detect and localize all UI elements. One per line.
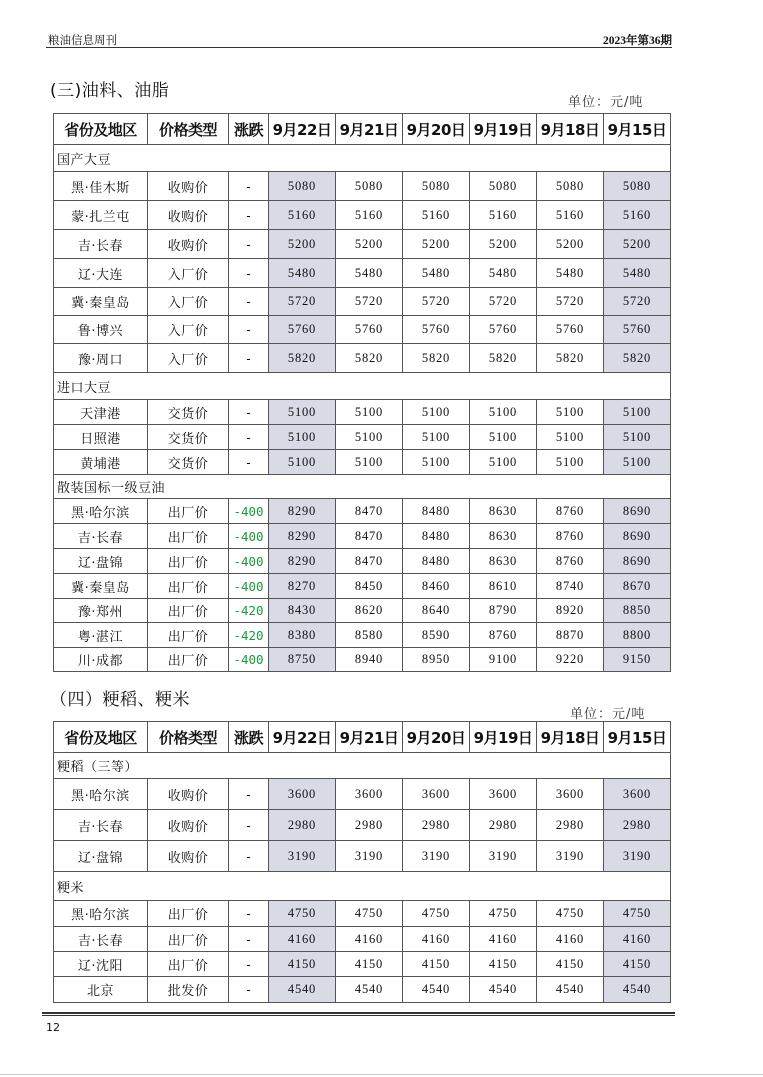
price-cell: 3190 bbox=[269, 841, 336, 872]
price-type-cell: 交货价 bbox=[148, 450, 229, 475]
price-cell: 8940 bbox=[336, 648, 403, 672]
price-cell: 4750 bbox=[403, 901, 470, 927]
price-cell: 5200 bbox=[470, 230, 537, 259]
price-cell: 8760 bbox=[537, 549, 604, 574]
region-cell: 黑·哈尔滨 bbox=[54, 779, 148, 810]
price-cell: 2980 bbox=[604, 810, 671, 841]
column-header: 9月20日 bbox=[403, 722, 470, 753]
category-row bbox=[54, 475, 671, 499]
price-cell: 8610 bbox=[470, 574, 537, 599]
price-cell: 8690 bbox=[604, 499, 671, 524]
category-label: 进口大豆 bbox=[54, 373, 671, 400]
change-cell: -400 bbox=[229, 549, 269, 574]
region-cell: 辽·盘锦 bbox=[54, 549, 148, 574]
price-type-cell: 收购价 bbox=[148, 230, 229, 259]
price-cell: 5760 bbox=[470, 316, 537, 344]
price-cell: 4160 bbox=[403, 927, 470, 952]
price-cell: 8590 bbox=[403, 623, 470, 648]
price-cell: 4540 bbox=[269, 977, 336, 1003]
price-cell: 5720 bbox=[470, 288, 537, 316]
category-row bbox=[54, 373, 671, 400]
region-cell: 蒙·扎兰屯 bbox=[54, 201, 148, 230]
price-type-cell: 出厂价 bbox=[148, 927, 229, 952]
region-cell: 日照港 bbox=[54, 425, 148, 450]
category-label: 散装国标一级豆油 bbox=[54, 475, 671, 499]
price-cell: 5100 bbox=[470, 450, 537, 475]
price-cell: 5080 bbox=[269, 172, 336, 201]
region-cell: 川·成都 bbox=[54, 648, 148, 672]
column-header: 9月18日 bbox=[537, 722, 604, 753]
unit-label-oilseeds: 单位：元/吨 bbox=[568, 95, 644, 110]
price-cell: 5760 bbox=[537, 316, 604, 344]
price-cell: 5100 bbox=[403, 400, 470, 425]
price-cell: 4150 bbox=[269, 952, 336, 977]
table-header-row bbox=[54, 722, 671, 753]
change-cell: -400 bbox=[229, 574, 269, 599]
price-type-cell: 出厂价 bbox=[148, 524, 229, 549]
price-cell: 9100 bbox=[470, 648, 537, 672]
price-cell: 5100 bbox=[537, 450, 604, 475]
price-cell: 3600 bbox=[336, 779, 403, 810]
category-row bbox=[54, 872, 671, 901]
price-cell: 9150 bbox=[604, 648, 671, 672]
table-row bbox=[54, 574, 671, 599]
change-cell: - bbox=[229, 201, 269, 230]
column-header: 涨跌 bbox=[229, 722, 269, 753]
region-cell: 天津港 bbox=[54, 400, 148, 425]
price-cell: 8740 bbox=[537, 574, 604, 599]
price-table-japonica-rice bbox=[53, 721, 671, 1003]
region-cell: 吉·长春 bbox=[54, 230, 148, 259]
price-cell: 4540 bbox=[403, 977, 470, 1003]
price-cell: 4160 bbox=[537, 927, 604, 952]
price-cell: 5720 bbox=[604, 288, 671, 316]
region-cell: 辽·大连 bbox=[54, 259, 148, 288]
price-cell: 5160 bbox=[470, 201, 537, 230]
price-cell: 3600 bbox=[470, 779, 537, 810]
table-row bbox=[54, 648, 671, 672]
price-cell: 5100 bbox=[403, 425, 470, 450]
table-row bbox=[54, 901, 671, 927]
change-cell: - bbox=[229, 230, 269, 259]
price-cell: 8690 bbox=[604, 549, 671, 574]
price-cell: 5820 bbox=[470, 344, 537, 373]
change-cell: - bbox=[229, 810, 269, 841]
price-cell: 5080 bbox=[604, 172, 671, 201]
price-cell: 8870 bbox=[537, 623, 604, 648]
column-header: 9月22日 bbox=[269, 722, 336, 753]
price-type-cell: 出厂价 bbox=[148, 648, 229, 672]
section-title-japonica-rice: （四）粳稻、粳米 bbox=[50, 690, 190, 710]
price-cell: 9220 bbox=[537, 648, 604, 672]
price-cell: 5080 bbox=[470, 172, 537, 201]
unit-label-japonica-rice: 单位：元/吨 bbox=[570, 707, 646, 722]
column-header: 价格类型 bbox=[148, 114, 229, 145]
table-row bbox=[54, 549, 671, 574]
price-cell: 2980 bbox=[269, 810, 336, 841]
price-type-cell: 出厂价 bbox=[148, 599, 229, 623]
region-cell: 冀·秦皇岛 bbox=[54, 288, 148, 316]
table-row bbox=[54, 927, 671, 952]
table-row bbox=[54, 344, 671, 373]
change-cell: - bbox=[229, 259, 269, 288]
region-cell: 粤·湛江 bbox=[54, 623, 148, 648]
price-cell: 8760 bbox=[537, 499, 604, 524]
price-cell: 5100 bbox=[470, 425, 537, 450]
price-cell: 8620 bbox=[336, 599, 403, 623]
price-type-cell: 收购价 bbox=[148, 810, 229, 841]
price-cell: 5100 bbox=[336, 450, 403, 475]
price-cell: 5760 bbox=[604, 316, 671, 344]
price-cell: 5160 bbox=[403, 201, 470, 230]
price-cell: 4540 bbox=[470, 977, 537, 1003]
price-type-cell: 入厂价 bbox=[148, 316, 229, 344]
price-cell: 8790 bbox=[470, 599, 537, 623]
footer-rule-thin bbox=[42, 1015, 675, 1016]
price-cell: 5200 bbox=[336, 230, 403, 259]
price-cell: 5100 bbox=[537, 425, 604, 450]
price-cell: 8430 bbox=[269, 599, 336, 623]
price-cell: 8380 bbox=[269, 623, 336, 648]
price-cell: 5200 bbox=[403, 230, 470, 259]
price-cell: 5100 bbox=[269, 425, 336, 450]
column-header: 涨跌 bbox=[229, 114, 269, 145]
change-cell: - bbox=[229, 901, 269, 927]
price-cell: 3190 bbox=[336, 841, 403, 872]
category-label: 粳米 bbox=[54, 872, 671, 901]
column-header: 省份及地区 bbox=[54, 114, 148, 145]
price-cell: 4750 bbox=[470, 901, 537, 927]
region-cell: 辽·盘锦 bbox=[54, 841, 148, 872]
column-header: 9月18日 bbox=[537, 114, 604, 145]
price-type-cell: 收购价 bbox=[148, 841, 229, 872]
price-type-cell: 出厂价 bbox=[148, 574, 229, 599]
column-header: 价格类型 bbox=[148, 722, 229, 753]
price-type-cell: 入厂价 bbox=[148, 344, 229, 373]
header-publication-name: 粮油信息周刊 bbox=[48, 33, 117, 47]
change-cell: - bbox=[229, 952, 269, 977]
column-header: 9月22日 bbox=[269, 114, 336, 145]
region-cell: 黑·佳木斯 bbox=[54, 172, 148, 201]
price-type-cell: 入厂价 bbox=[148, 288, 229, 316]
price-cell: 8850 bbox=[604, 599, 671, 623]
footer-rule bbox=[42, 1012, 675, 1014]
price-cell: 4150 bbox=[604, 952, 671, 977]
table-row bbox=[54, 810, 671, 841]
table-row bbox=[54, 524, 671, 549]
price-cell: 8480 bbox=[403, 499, 470, 524]
price-type-cell: 出厂价 bbox=[148, 499, 229, 524]
price-cell: 3190 bbox=[403, 841, 470, 872]
price-cell: 5100 bbox=[403, 450, 470, 475]
price-cell: 8480 bbox=[403, 524, 470, 549]
price-cell: 8290 bbox=[269, 524, 336, 549]
price-type-cell: 收购价 bbox=[148, 779, 229, 810]
category-row bbox=[54, 145, 671, 172]
change-cell: -400 bbox=[229, 648, 269, 672]
column-header: 9月15日 bbox=[604, 722, 671, 753]
region-cell: 吉·长春 bbox=[54, 927, 148, 952]
change-cell: -420 bbox=[229, 599, 269, 623]
price-cell: 4150 bbox=[470, 952, 537, 977]
price-cell: 5080 bbox=[336, 172, 403, 201]
change-cell: -400 bbox=[229, 524, 269, 549]
price-cell: 5160 bbox=[336, 201, 403, 230]
column-header: 9月19日 bbox=[470, 114, 537, 145]
price-cell: 5760 bbox=[403, 316, 470, 344]
region-cell: 冀·秦皇岛 bbox=[54, 574, 148, 599]
price-cell: 8750 bbox=[269, 648, 336, 672]
price-cell: 5100 bbox=[269, 400, 336, 425]
region-cell: 吉·长春 bbox=[54, 810, 148, 841]
price-cell: 8580 bbox=[336, 623, 403, 648]
column-header: 9月21日 bbox=[336, 722, 403, 753]
change-cell: - bbox=[229, 172, 269, 201]
table-row bbox=[54, 172, 671, 201]
table-row bbox=[54, 450, 671, 475]
price-cell: 5100 bbox=[269, 450, 336, 475]
table-row bbox=[54, 599, 671, 623]
price-table-oilseeds bbox=[53, 113, 671, 672]
price-cell: 4750 bbox=[537, 901, 604, 927]
price-cell: 2980 bbox=[470, 810, 537, 841]
price-cell: 4540 bbox=[604, 977, 671, 1003]
price-type-cell: 批发价 bbox=[148, 977, 229, 1003]
price-type-cell: 交货价 bbox=[148, 425, 229, 450]
table-row bbox=[54, 952, 671, 977]
price-cell: 4160 bbox=[604, 927, 671, 952]
price-cell: 8630 bbox=[470, 524, 537, 549]
section-title-oilseeds: (三)油料、油脂 bbox=[50, 81, 170, 101]
price-cell: 5100 bbox=[604, 425, 671, 450]
region-cell: 黄埔港 bbox=[54, 450, 148, 475]
price-cell: 5820 bbox=[604, 344, 671, 373]
table-row bbox=[54, 977, 671, 1003]
region-cell: 辽·沈阳 bbox=[54, 952, 148, 977]
price-cell: 8470 bbox=[336, 499, 403, 524]
price-cell: 4150 bbox=[537, 952, 604, 977]
price-type-cell: 出厂价 bbox=[148, 901, 229, 927]
price-cell: 5720 bbox=[336, 288, 403, 316]
region-cell: 北京 bbox=[54, 977, 148, 1003]
page-number: 12 bbox=[46, 1021, 60, 1034]
table-row bbox=[54, 499, 671, 524]
price-cell: 8690 bbox=[604, 524, 671, 549]
price-cell: 5820 bbox=[336, 344, 403, 373]
price-cell: 4750 bbox=[269, 901, 336, 927]
price-cell: 5480 bbox=[537, 259, 604, 288]
table-header-row bbox=[54, 114, 671, 145]
change-cell: - bbox=[229, 316, 269, 344]
price-cell: 5480 bbox=[269, 259, 336, 288]
table-row bbox=[54, 623, 671, 648]
price-cell: 8270 bbox=[269, 574, 336, 599]
category-label: 粳稻（三等） bbox=[54, 753, 671, 779]
price-cell: 8480 bbox=[403, 549, 470, 574]
price-type-cell: 入厂价 bbox=[148, 259, 229, 288]
price-cell: 8640 bbox=[403, 599, 470, 623]
price-cell: 5200 bbox=[269, 230, 336, 259]
price-cell: 5200 bbox=[537, 230, 604, 259]
price-cell: 5820 bbox=[403, 344, 470, 373]
price-cell: 8460 bbox=[403, 574, 470, 599]
price-cell: 5760 bbox=[336, 316, 403, 344]
price-cell: 8290 bbox=[269, 499, 336, 524]
header-issue-number: 2023年第36期 bbox=[603, 35, 672, 47]
price-cell: 8630 bbox=[470, 549, 537, 574]
price-cell: 5100 bbox=[336, 425, 403, 450]
page-edge-line bbox=[0, 1074, 763, 1075]
price-cell: 5480 bbox=[470, 259, 537, 288]
price-cell: 3600 bbox=[269, 779, 336, 810]
column-header: 9月21日 bbox=[336, 114, 403, 145]
price-type-cell: 收购价 bbox=[148, 201, 229, 230]
region-cell: 豫·郑州 bbox=[54, 599, 148, 623]
change-cell: - bbox=[229, 927, 269, 952]
price-cell: 5480 bbox=[336, 259, 403, 288]
price-cell: 3190 bbox=[470, 841, 537, 872]
change-cell: - bbox=[229, 400, 269, 425]
change-cell: - bbox=[229, 450, 269, 475]
price-type-cell: 收购价 bbox=[148, 172, 229, 201]
price-cell: 4150 bbox=[336, 952, 403, 977]
price-type-cell: 出厂价 bbox=[148, 623, 229, 648]
price-cell: 4540 bbox=[537, 977, 604, 1003]
price-cell: 5720 bbox=[403, 288, 470, 316]
price-cell: 4540 bbox=[336, 977, 403, 1003]
table-row bbox=[54, 400, 671, 425]
region-cell: 黑·哈尔滨 bbox=[54, 499, 148, 524]
price-cell: 3600 bbox=[537, 779, 604, 810]
price-cell: 8470 bbox=[336, 549, 403, 574]
region-cell: 吉·长春 bbox=[54, 524, 148, 549]
price-cell: 8920 bbox=[537, 599, 604, 623]
price-cell: 3190 bbox=[604, 841, 671, 872]
change-cell: - bbox=[229, 425, 269, 450]
price-cell: 3190 bbox=[537, 841, 604, 872]
price-cell: 8800 bbox=[604, 623, 671, 648]
price-cell: 5160 bbox=[269, 201, 336, 230]
price-cell: 5080 bbox=[537, 172, 604, 201]
region-cell: 黑·哈尔滨 bbox=[54, 901, 148, 927]
price-cell: 2980 bbox=[403, 810, 470, 841]
price-cell: 5480 bbox=[604, 259, 671, 288]
price-cell: 8450 bbox=[336, 574, 403, 599]
price-cell: 4160 bbox=[336, 927, 403, 952]
header-rule bbox=[46, 47, 672, 48]
table-row bbox=[54, 230, 671, 259]
price-cell: 8950 bbox=[403, 648, 470, 672]
price-cell: 8470 bbox=[336, 524, 403, 549]
price-cell: 5720 bbox=[537, 288, 604, 316]
price-type-cell: 交货价 bbox=[148, 400, 229, 425]
price-cell: 5080 bbox=[403, 172, 470, 201]
column-header: 省份及地区 bbox=[54, 722, 148, 753]
table-row bbox=[54, 779, 671, 810]
price-cell: 5480 bbox=[403, 259, 470, 288]
change-cell: - bbox=[229, 288, 269, 316]
column-header: 9月15日 bbox=[604, 114, 671, 145]
price-cell: 5160 bbox=[537, 201, 604, 230]
change-cell: - bbox=[229, 344, 269, 373]
price-cell: 5100 bbox=[604, 450, 671, 475]
table-row bbox=[54, 425, 671, 450]
price-cell: 8630 bbox=[470, 499, 537, 524]
price-cell: 3600 bbox=[403, 779, 470, 810]
price-cell: 4150 bbox=[403, 952, 470, 977]
column-header: 9月20日 bbox=[403, 114, 470, 145]
price-cell: 5720 bbox=[269, 288, 336, 316]
category-label: 国产大豆 bbox=[54, 145, 671, 172]
table-row bbox=[54, 259, 671, 288]
price-cell: 8760 bbox=[470, 623, 537, 648]
price-cell: 4750 bbox=[336, 901, 403, 927]
table-row bbox=[54, 201, 671, 230]
price-type-cell: 出厂价 bbox=[148, 549, 229, 574]
price-cell: 5100 bbox=[336, 400, 403, 425]
price-cell: 5760 bbox=[269, 316, 336, 344]
price-cell: 2980 bbox=[537, 810, 604, 841]
column-header: 9月19日 bbox=[470, 722, 537, 753]
change-cell: - bbox=[229, 841, 269, 872]
price-cell: 8760 bbox=[537, 524, 604, 549]
table-row bbox=[54, 316, 671, 344]
price-cell: 5160 bbox=[604, 201, 671, 230]
price-type-cell: 出厂价 bbox=[148, 952, 229, 977]
change-cell: - bbox=[229, 779, 269, 810]
change-cell: -420 bbox=[229, 623, 269, 648]
table-row bbox=[54, 841, 671, 872]
price-cell: 3600 bbox=[604, 779, 671, 810]
category-row bbox=[54, 753, 671, 779]
change-cell: - bbox=[229, 977, 269, 1003]
change-cell: -400 bbox=[229, 499, 269, 524]
price-cell: 5200 bbox=[604, 230, 671, 259]
price-cell: 8670 bbox=[604, 574, 671, 599]
region-cell: 豫·周口 bbox=[54, 344, 148, 373]
price-cell: 5100 bbox=[470, 400, 537, 425]
price-cell: 4160 bbox=[470, 927, 537, 952]
price-cell: 5100 bbox=[537, 400, 604, 425]
price-cell: 4750 bbox=[604, 901, 671, 927]
price-cell: 5100 bbox=[604, 400, 671, 425]
region-cell: 鲁·博兴 bbox=[54, 316, 148, 344]
table-row bbox=[54, 288, 671, 316]
price-cell: 2980 bbox=[336, 810, 403, 841]
price-cell: 4160 bbox=[269, 927, 336, 952]
price-cell: 5820 bbox=[537, 344, 604, 373]
price-cell: 5820 bbox=[269, 344, 336, 373]
price-cell: 8290 bbox=[269, 549, 336, 574]
